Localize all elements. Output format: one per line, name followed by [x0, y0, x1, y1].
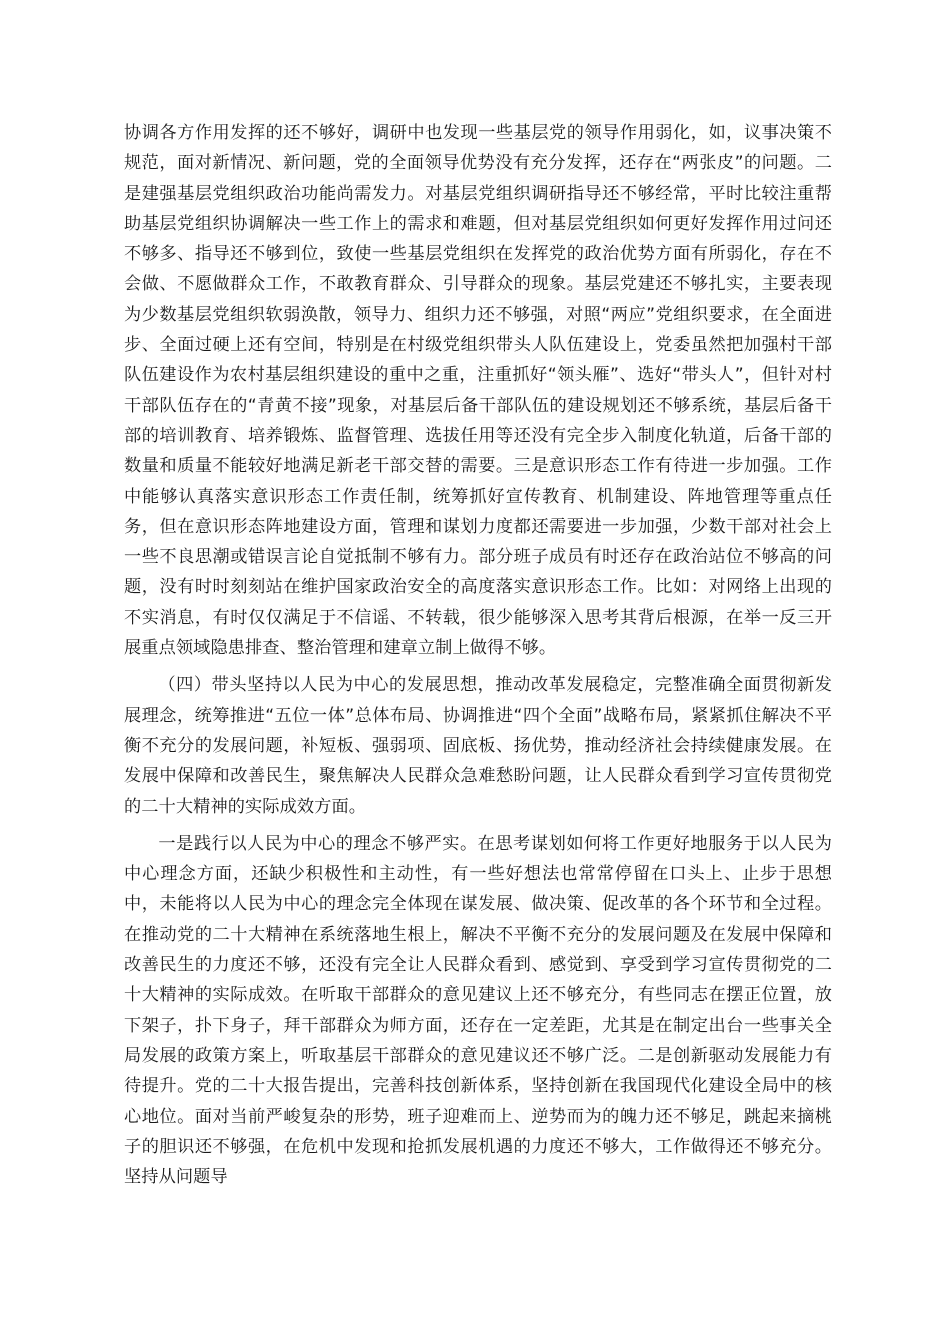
- document-page: [124, 118, 832, 1192]
- paragraph-section-four-heading: （四）带头坚持以人民为中心的发展思想，推动改革发展稳定，完整准确全面贯彻新发展理念，统筹推进“五位一体”总体布局、协调推进“四个全面”战略布局，紧紧抓住解决不平衡不充分的发展问题，补短板、强弱项、固底板、扬优势，推动经济社会持续健康发展。在发展中保障和改善民生，聚焦解决人民群众急难愁盼问题，让人民群众看到学习宣传贯彻党的二十大精神的实际成效方面。: [124, 675, 832, 817]
- paragraph-section-four-body: 一是践行以人民为中心的理念不够严实。在思考谋划如何将工作更好地服务于以人民为中心理念方面，还缺少积极性和主动性，有一些好想法也常常停留在口头上、止步于思想中，未能将以人民为中心的理念完全体现在谋发展、做决策、促改革的各个环节和全过程。在推动党的二十大精神在系统落地生根上，解决不平衡不充分的发展问题及在发展中保障和改善民生的力度还不够，还没有完全让人民群众看到、感觉到、享受到学习宣传贯彻党的二十大精神的实际成效。在听取干部群众的意见建议上还不够充分，有些同志在摆正位置，放下架子，扑下身子，拜干部群众为师方面，还存在一定差距，尤其是在制定出台一些事关全局发展的政策方案上，听取基层干部群众的意见建议还不够广泛。二是创新驱动发展能力有待提升。党的二十大报告提出，完善科技创新体系，坚持创新在我国现代化建设全局中的核心地位。面对当前严峻复杂的形势，班子迎难而上、逆势而为的魄力还不够足，跳起来摘桃子的胆识还不够强，在危机中发现和抢抓发展机遇的力度还不够大，工作做得还不够充分。坚持从问题导: [124, 833, 832, 1188]
- paragraph-continuation: 协调各方作用发挥的还不够好，调研中也发现一些基层党的领导作用弱化，如，议事决策不规范，面对新情况、新问题，党的全面领导优势没有充分发挥，还存在“两张皮”的问题。二是建强基层党组织政治功能尚需发力。对基层党组织调研指导还不够经常，平时比较注重帮助基层党组织协调解决一些工作上的需求和难题，但对基层党组织如何更好发挥作用过问还不够多、指导还不够到位，致使一些基层党组织在发挥党的政治优势方面有所弱化，存在不会做、不愿做群众工作，不敢教育群众、引导群众的现象。基层党建还不够扎实，主要表现为少数基层党组织软弱涣散，领导力、组织力还不够强，对照“两应”党组织要求，在全面进步、全面过硬上还有空间，特别是在村级党组织带头人队伍建设上，党委虽然把加强村干部队伍建设作为农村基层组织建设的重中之重，注重抓好“领头雁”、选好“带头人”，但针对村干部队伍存在的“青黄不接”现象，对基层后备干部队伍的建设规划还不够系统，基层后备干部的培训教育、培养锻炼、监督管理、选拔任用等还没有完全步入制度化轨道，后备干部的数量和质量不能较好地满足新老干部交替的需要。三是意识形态工作有待进一步加强。工作中能够认真落实意识形态工作责任制，统筹抓好宣传教育、机制建设、阵地管理等重点任务，但在意识形态阵地建设方面，管理和谋划力度都还需要进一步加强，少数干部对社会上一些不良思潮或错误言论自觉抵制不够有力。部分班子成员有时还存在政治站位不够高的问题，没有时时刻刻站在维护国家政治安全的高度落实意识形态工作。比如：对网络上出现的不实消息，有时仅仅满足于不信谣、不转载，很少能够深入思考其背后根源，在举一反三开展重点领域隐患排查、整治管理和建章立制上做得不够。: [124, 123, 832, 659]
